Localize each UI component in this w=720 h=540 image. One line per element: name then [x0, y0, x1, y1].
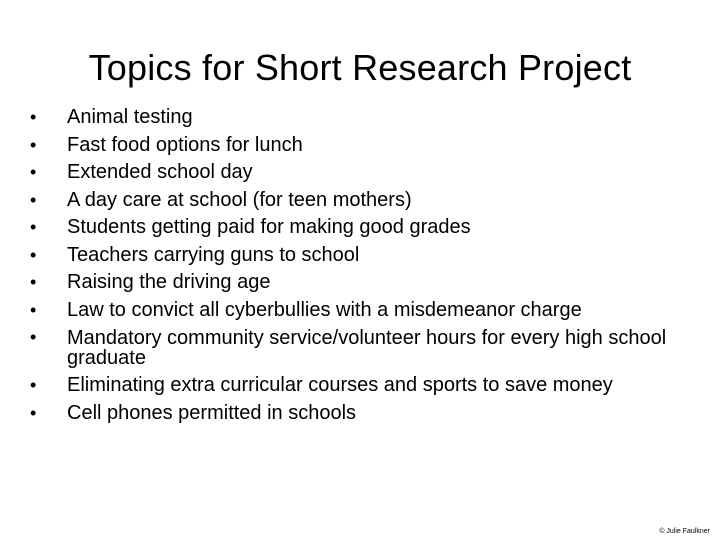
- list-item-text: Raising the driving age: [67, 271, 271, 293]
- bullet-icon: •: [30, 244, 37, 265]
- slide-title: Topics for Short Research Project: [88, 47, 632, 88]
- list-item-text: Teachers carrying guns to school: [67, 243, 360, 266]
- bullet-icon: •: [30, 299, 37, 320]
- list-item-text: Law to convict all cyberbullies with a misdemeanor charge: [67, 298, 582, 321]
- bullet-icon: •: [30, 217, 37, 237]
- list-item: [30, 214, 690, 242]
- list-item: [30, 400, 690, 428]
- list-item: [30, 132, 690, 160]
- bullet-icon: •: [30, 272, 37, 292]
- list-item: [30, 297, 690, 325]
- bullet-icon: •: [30, 189, 37, 210]
- topic-list: [30, 104, 690, 427]
- list-item-text: Fast food options for lunch: [67, 133, 303, 156]
- list-item-text: Extended school day: [67, 161, 253, 183]
- bullet-icon: •: [30, 134, 37, 155]
- list-item: [30, 159, 690, 187]
- bullet-icon: •: [30, 375, 37, 395]
- list-item: [30, 187, 690, 215]
- list-item-text: Eliminating extra curricular courses and sports to save money: [67, 374, 613, 396]
- list-item-text: A day care at school (for teen mothers): [67, 188, 412, 211]
- bullet-icon: •: [30, 327, 37, 347]
- list-item: [30, 242, 690, 270]
- list-item-text: Cell phones permitted in schools: [67, 401, 357, 424]
- bullet-icon: •: [30, 107, 37, 127]
- list-item-text: Animal testing: [67, 106, 193, 128]
- list-item: [30, 269, 690, 297]
- bullet-icon: •: [30, 402, 37, 423]
- list-item-text: Mandatory community service/volunteer hours for every high school graduate: [67, 327, 667, 369]
- list-item-text: Students getting paid for making good grades: [67, 216, 471, 238]
- list-item: [30, 104, 690, 132]
- list-item: [30, 324, 690, 372]
- bullet-icon: •: [30, 162, 37, 182]
- copyright-credit: © Julie Faulkner: [659, 528, 710, 535]
- list-item: [30, 372, 690, 400]
